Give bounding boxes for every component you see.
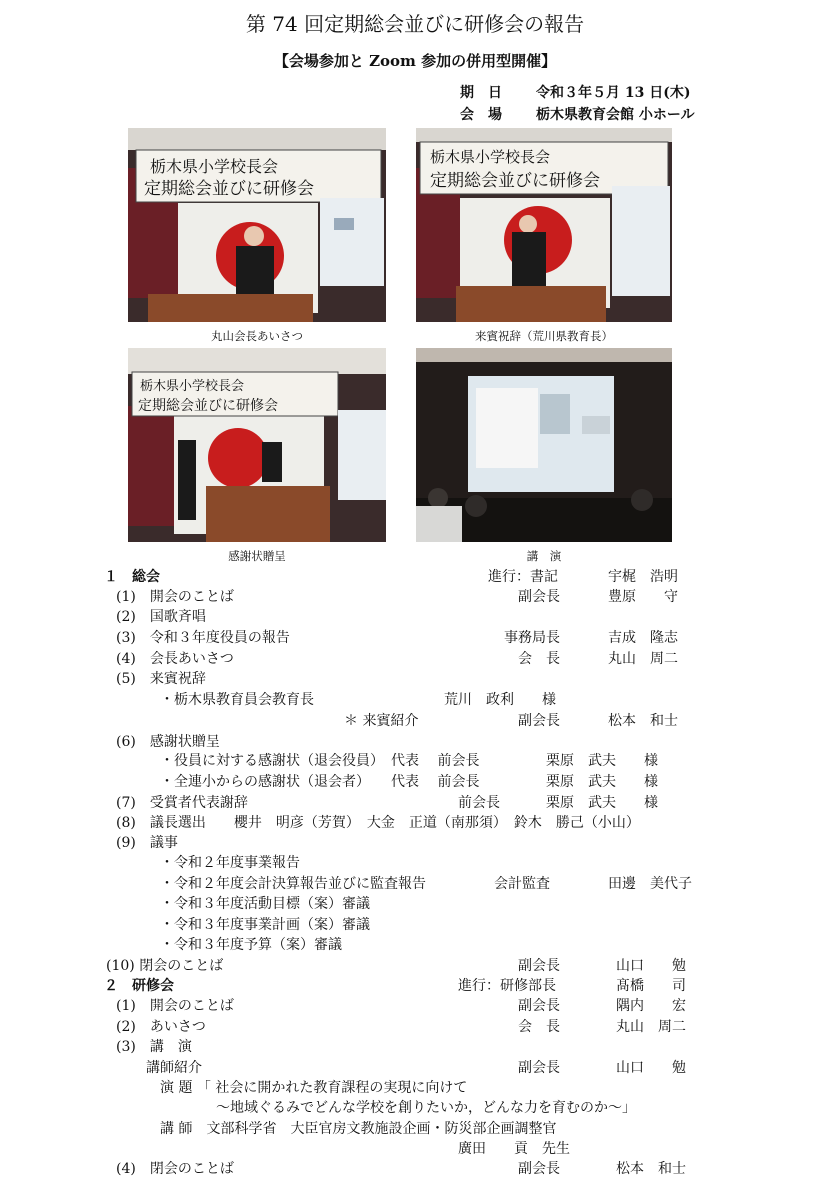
item6-label: (6) 感謝状贈呈 <box>116 734 220 750</box>
page-title: 第 74 回定期総会並びに研修会の報告 <box>245 12 585 36</box>
item8-label: (8) 議長選出 櫻井 明彦（芳賀） 大金 正道（南那須） 鈴木 勝己（小山） <box>116 815 640 831</box>
banner-line1: 栃木県小学校長会 <box>140 379 245 394</box>
photo-guest-speech <box>416 128 672 322</box>
item5-sub2: ＊ 来賓紹介 <box>344 713 419 729</box>
item9-sub2-role: 会計監査 <box>494 876 550 892</box>
banner-line2: 定期総会並びに研修会 <box>138 398 278 414</box>
item5-sub2-name: 松本 和士 <box>608 713 678 729</box>
item4-role: 会 長 <box>518 651 560 667</box>
training2-name: 丸山 周二 <box>616 1019 686 1035</box>
caption-photo1: 丸山会長あいさつ <box>211 329 303 343</box>
section2-title: ２ 研修会 <box>104 978 174 994</box>
banner-line2: 定期総会並びに研修会 <box>430 171 600 191</box>
lecturer-affiliation: 講 師 文部科学省 大臣官房文教施設企画・防災部企画調整官 <box>160 1121 557 1137</box>
item5-sub2-role: 副会長 <box>518 713 560 729</box>
item6-sub1: ・役員に対する感謝状（退会役員） 代表 前会長 <box>160 753 480 769</box>
item9-sub3: ・令和３年度活動目標（案）審議 <box>160 896 370 912</box>
venue-value: 栃木県教育会館 小ホール <box>536 107 695 123</box>
caption-photo3: 感謝状贈呈 <box>228 549 286 563</box>
item7-role: 前会長 <box>458 795 500 811</box>
training2-label: (2) あいさつ <box>116 1019 206 1035</box>
caption-photo2: 来賓祝辞（荒川県教育長） <box>475 329 613 343</box>
date-label: 期 日 <box>460 85 502 101</box>
item5-label: (5) 来賓祝辞 <box>116 671 206 687</box>
item5-sub1-name: 荒川 政利 様 <box>444 692 556 708</box>
lecture-theme-line1: 演 題 「 社会に開かれた教育課程の実現に向けて <box>160 1080 468 1096</box>
training4-label: (4) 閉会のことば <box>116 1161 234 1177</box>
section1-mc-role: 進行：書記 <box>488 569 558 585</box>
item10-name: 山口 勉 <box>616 958 686 974</box>
photo-president-greeting <box>128 128 386 322</box>
item3-role: 事務局長 <box>504 630 560 646</box>
caption-photo4: 講 演 <box>526 549 562 563</box>
item6-sub2: ・全連小からの感謝状（退会者） 代表 前会長 <box>160 774 480 790</box>
lecturer-intro-role: 副会長 <box>518 1060 560 1076</box>
training4-role: 副会長 <box>518 1161 560 1177</box>
photo-lecture <box>416 348 672 542</box>
item4-label: (4) 会長あいさつ <box>116 651 234 667</box>
lecture-theme-line2: 〜地域ぐるみでどんな学校を創りたいか，どんな力を育むのか〜」 <box>216 1100 636 1116</box>
item3-name: 吉成 隆志 <box>608 630 678 646</box>
item7-label: (7) 受賞者代表謝辞 <box>116 795 248 811</box>
item9-sub2-name: 田邊 美代子 <box>608 876 692 892</box>
item10-label: (10) 閉会のことば <box>106 958 224 974</box>
item9-sub5: ・令和３年度予算（案）審議 <box>160 937 342 953</box>
item5-sub1: ・栃木県教育員会教育長 <box>160 692 314 708</box>
venue-label: 会 場 <box>460 107 502 123</box>
section1-mc-name: 宇梶 浩明 <box>608 569 678 585</box>
date-value: 令和３年５月 13 日(木) <box>536 85 691 101</box>
section1-title: １ 総会 <box>104 569 160 585</box>
training3-label: (3) 講 演 <box>116 1039 192 1055</box>
section2-mc-name: 髙橋 司 <box>616 978 686 994</box>
page-subtitle: 【会場参加と Zoom 参加の併用型開催】 <box>273 52 557 70</box>
banner-line1: 栃木県小学校長会 <box>150 157 279 176</box>
photo-award-ceremony <box>128 348 386 542</box>
lecturer-name: 廣田 貢 先生 <box>458 1141 570 1157</box>
lecturer-intro-name: 山口 勉 <box>616 1060 686 1076</box>
item2-label: (2) 国歌斉唱 <box>116 609 206 625</box>
item6-sub1-name: 栗原 武夫 様 <box>546 753 658 769</box>
item1-name: 豊原 守 <box>608 589 678 605</box>
item7-name: 栗原 武夫 様 <box>546 795 658 811</box>
item10-role: 副会長 <box>518 958 560 974</box>
item9-label: (9) 議事 <box>116 835 178 851</box>
item3-label: (3) 令和３年度役員の報告 <box>116 630 290 646</box>
banner-line2: 定期総会並びに研修会 <box>144 179 314 199</box>
lecturer-intro: 講師紹介 <box>146 1060 202 1076</box>
section2-mc-role: 進行：研修部長 <box>458 978 556 994</box>
item1-role: 副会長 <box>518 589 560 605</box>
item9-sub2: ・令和２年度会計決算報告並びに監査報告 <box>160 876 426 892</box>
training1-label: (1) 開会のことば <box>116 998 234 1014</box>
item6-sub2-name: 栗原 武夫 様 <box>546 774 658 790</box>
item9-sub1: ・令和２年度事業報告 <box>160 855 300 871</box>
banner-line1: 栃木県小学校長会 <box>430 148 551 166</box>
training2-role: 会 長 <box>518 1019 560 1035</box>
training4-name: 松本 和士 <box>616 1161 686 1177</box>
training1-role: 副会長 <box>518 998 560 1014</box>
training1-name: 隅内 宏 <box>616 998 686 1014</box>
item4-name: 丸山 周二 <box>608 651 678 667</box>
item1-label: (1) 開会のことば <box>116 589 234 605</box>
item9-sub4: ・令和３年度事業計画（案）審議 <box>160 917 370 933</box>
